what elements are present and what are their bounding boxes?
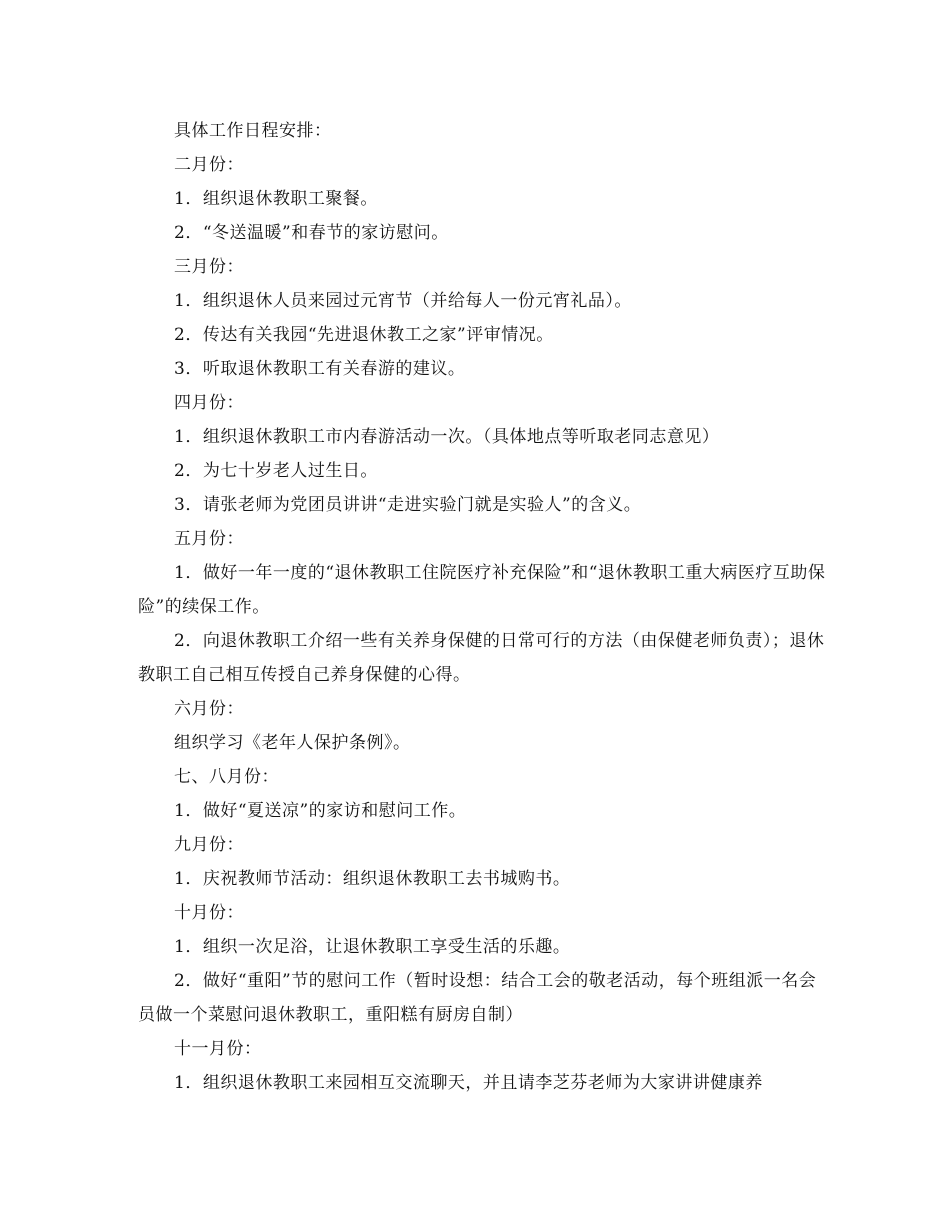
list-item: 2．“冬送温暖”和春节的家访慰问。	[174, 223, 449, 243]
list-item: 1．组织退休教职工市内春游活动一次。（具体地点等听取老同志意见）	[174, 427, 720, 447]
month-heading-july-august: 七、八月份：	[174, 767, 279, 787]
list-item: 2．为七十岁老人过生日。	[174, 461, 378, 481]
month-heading-february: 二月份：	[174, 155, 244, 175]
list-item: 1．组织退休教职工来园相互交流聊天，并且请李芝芬老师为大家讲讲健康养	[174, 1073, 763, 1093]
list-item: 1．组织退休教职工聚餐。	[174, 189, 378, 209]
list-item: 2．做好“重阳”节的慰问工作（暂时设想：结合工会的敬老活动，每个班组派一名会员做一个菜慰问退休教职工，重阳糕有厨房自制）	[138, 971, 817, 1025]
month-heading-october: 十月份：	[174, 903, 244, 923]
list-item: 1．组织一次足浴，让退休教职工享受生活的乐趣。	[174, 937, 571, 957]
schedule-heading: 具体工作日程安排：	[174, 121, 332, 141]
list-item: 3．请张老师为党团员讲讲“走进实验门就是实验人”的含义。	[174, 495, 642, 515]
list-item: 1．做好“夏送凉”的家访和慰问工作。	[174, 801, 467, 821]
month-heading-may: 五月份：	[174, 529, 244, 549]
month-heading-march: 三月份：	[174, 257, 244, 277]
list-item: 1．做好一年一度的“退休教职工住院医疗补充保险”和“退休教职工重大病医疗互助保险”的续保工作。	[138, 563, 826, 617]
list-item: 3．听取退休教职工有关春游的建议。	[174, 359, 466, 379]
month-heading-june: 六月份：	[174, 699, 244, 719]
month-heading-april: 四月份：	[174, 393, 244, 413]
list-item: 1．庆祝教师节活动：组织退休教职工去书城购书。	[174, 869, 571, 889]
list-item: 2．向退休教职工介绍一些有关养身保健的日常可行的方法（由保健老师负责）；退休教职工自己相互传授自己养身保健的心得。	[138, 631, 825, 685]
list-item: 组织学习《老年人保护条例》。	[174, 733, 411, 753]
month-heading-september: 九月份：	[174, 835, 244, 855]
month-heading-november: 十一月份：	[174, 1039, 262, 1059]
list-item: 1．组织退休人员来园过元宵节（并给每人一份元宵礼品）。	[174, 291, 632, 311]
list-item: 2．传达有关我园“先进退休教工之家”评审情况。	[174, 325, 554, 345]
document-body	[138, 114, 828, 1100]
